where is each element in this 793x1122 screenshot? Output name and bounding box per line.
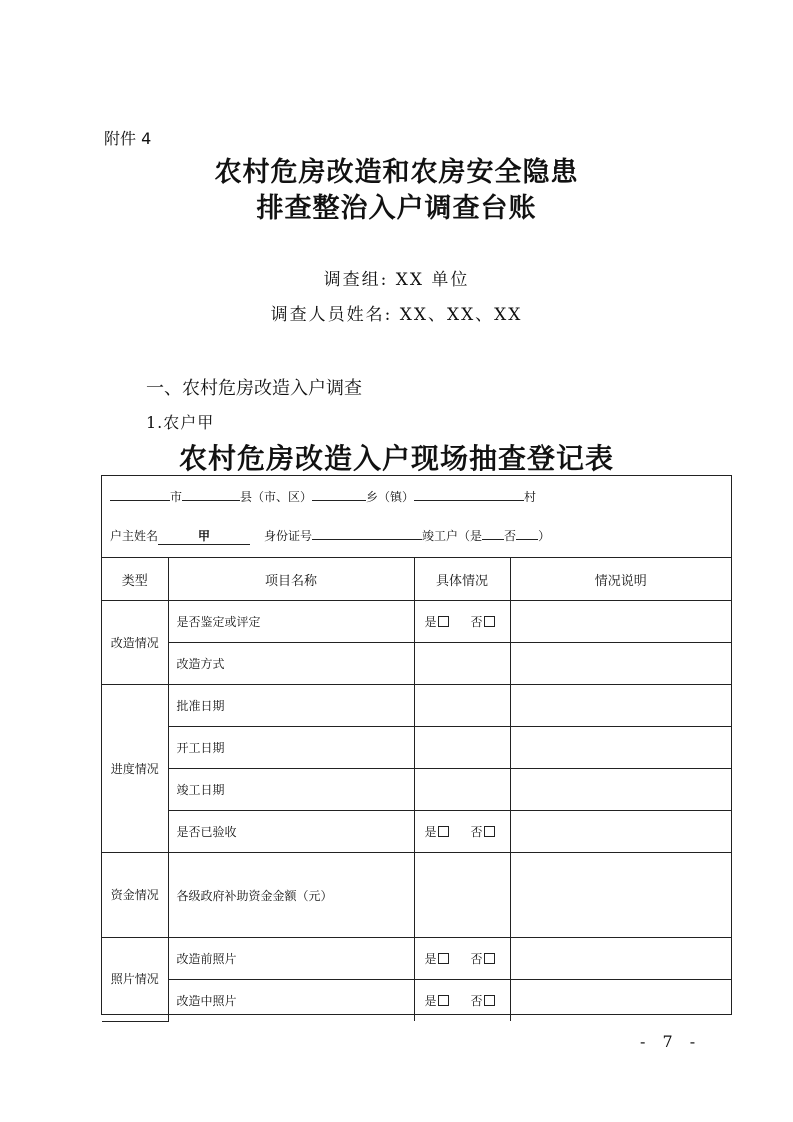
county-blank[interactable] <box>182 488 240 501</box>
no-checkbox[interactable] <box>484 826 495 837</box>
section-heading: 一、农村危房改造入户调查 <box>146 378 362 399</box>
no-label: 否 <box>470 952 483 966</box>
survey-group: 调查组: XX 单位 <box>323 270 470 290</box>
detail-appraised <box>414 601 510 643</box>
note-cell[interactable] <box>510 938 731 980</box>
table-row <box>102 811 731 853</box>
table-row <box>102 601 731 643</box>
item-accepted: 是否已验收 <box>168 811 414 853</box>
no-label: 否 <box>470 994 483 1008</box>
table-row <box>102 727 731 769</box>
table-header-row <box>102 558 731 601</box>
completed-yes-blank[interactable] <box>482 527 504 540</box>
no-checkbox[interactable] <box>484 953 495 964</box>
detail-photo-before <box>414 938 510 980</box>
group-photos: 照片情况 <box>102 938 168 1022</box>
item-subsidy: 各级政府补助资金金额（元） <box>168 853 414 938</box>
yes-label: 是 <box>424 615 437 629</box>
document-title-line1: 农村危房改造和农房安全隐患 <box>214 157 579 188</box>
yes-checkbox[interactable] <box>438 826 449 837</box>
yes-label: 是 <box>424 825 437 839</box>
item-photo-during: 改造中照片 <box>168 980 414 1022</box>
yes-checkbox[interactable] <box>438 616 449 627</box>
detail-photo-during <box>414 980 510 1022</box>
owner-name-field[interactable]: 甲 <box>158 527 250 545</box>
id-label: 身份证号 <box>264 529 313 543</box>
table-row <box>102 769 731 811</box>
survey-table <box>102 557 731 1022</box>
detail-cell[interactable] <box>414 727 510 769</box>
id-number-blank[interactable] <box>312 527 422 540</box>
note-cell[interactable] <box>510 601 731 643</box>
completed-no-blank[interactable] <box>516 527 538 540</box>
form-title: 农村危房改造入户现场抽查登记表 <box>178 442 614 475</box>
completed-label: 竣工户（是 <box>422 529 483 543</box>
group-funding: 资金情况 <box>102 853 168 938</box>
township-label: 乡（镇） <box>366 490 415 504</box>
yes-checkbox[interactable] <box>438 995 449 1006</box>
note-cell[interactable] <box>510 685 731 727</box>
document-title-line2: 排查整治入户调查台账 <box>256 193 537 224</box>
header-detail: 具体情况 <box>414 558 510 601</box>
item-appraised: 是否鉴定或评定 <box>168 601 414 643</box>
investigators: 调查人员姓名: XX、XX、XX <box>270 305 523 325</box>
item-photo-before: 改造前照片 <box>168 938 414 980</box>
yes-label: 是 <box>424 952 437 966</box>
owner-label: 户主姓名 <box>110 529 159 543</box>
no-checkbox[interactable] <box>484 995 495 1006</box>
yes-checkbox[interactable] <box>438 953 449 964</box>
completed-end: ） <box>538 529 551 543</box>
detail-cell[interactable] <box>414 685 510 727</box>
note-cell[interactable] <box>510 811 731 853</box>
table-row <box>102 685 731 727</box>
item-start-date: 开工日期 <box>168 727 414 769</box>
header-type: 类型 <box>102 558 168 601</box>
table-row <box>102 643 731 685</box>
annex-label: 附件 4 <box>104 129 152 148</box>
no-checkbox[interactable] <box>484 616 495 627</box>
address-line <box>110 488 536 505</box>
note-cell[interactable] <box>510 727 731 769</box>
note-cell[interactable] <box>510 980 731 1022</box>
city-blank[interactable] <box>110 488 170 501</box>
detail-cell[interactable] <box>414 769 510 811</box>
header-item: 项目名称 <box>168 558 414 601</box>
note-cell[interactable] <box>510 769 731 811</box>
village-label: 村 <box>524 490 537 504</box>
completed-no-label: 否 <box>504 529 517 543</box>
detail-cell[interactable] <box>414 853 510 938</box>
page-number: - 7 - <box>640 1032 702 1051</box>
owner-line <box>110 527 550 545</box>
table-row <box>102 980 731 1022</box>
no-label: 否 <box>470 825 483 839</box>
yes-label: 是 <box>424 994 437 1008</box>
table-row <box>102 853 731 938</box>
item-method: 改造方式 <box>168 643 414 685</box>
note-cell[interactable] <box>510 853 731 938</box>
survey-form <box>101 475 732 1015</box>
detail-cell[interactable] <box>414 643 510 685</box>
item-approval-date: 批准日期 <box>168 685 414 727</box>
group-progress: 进度情况 <box>102 685 168 853</box>
household-label: 1.农户甲 <box>146 413 215 432</box>
village-blank[interactable] <box>414 488 524 501</box>
item-completion-date: 竣工日期 <box>168 769 414 811</box>
group-renovation: 改造情况 <box>102 601 168 685</box>
city-label: 市 <box>170 490 183 504</box>
header-note: 情况说明 <box>510 558 731 601</box>
county-label: 县（市、区） <box>240 490 313 504</box>
no-label: 否 <box>470 615 483 629</box>
table-row <box>102 938 731 980</box>
township-blank[interactable] <box>312 488 366 501</box>
note-cell[interactable] <box>510 643 731 685</box>
detail-accepted <box>414 811 510 853</box>
